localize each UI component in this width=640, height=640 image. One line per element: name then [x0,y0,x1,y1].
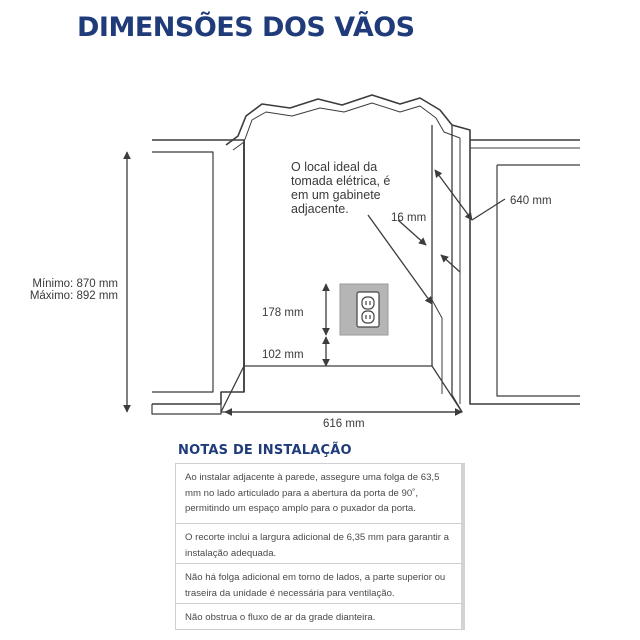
note-item: Não obstrua o fluxo de ar da grade dianteira. [175,604,465,630]
left-cabinet-toe [152,404,221,414]
outlet-note-line-2: tomada elétrica, é [291,174,391,188]
height-min-label: Mínimo: 870 mm [32,278,118,290]
depth-label: 640 mm [510,195,552,207]
left-cabinet-door [152,152,213,392]
width-label: 616 mm [323,418,365,430]
left-cabinet [152,140,244,404]
cutout-floor [221,366,462,412]
right-cabinet [470,140,580,404]
notes-list [175,463,465,630]
installation-notes [175,443,465,630]
outlet-height-label: 178 mm [262,307,304,319]
outlet-note-line-1: O local ideal da [291,160,378,174]
side-gap-label: 16 mm [391,212,427,224]
outlet-floor-label: 102 mm [262,349,304,361]
note-item: Não há folga adicional em torno de lados, a parte superior ou traseira da unidade é necessária para ventilação. [175,564,465,604]
notes-title: NOTAS DE INSTALAÇÃO [178,443,352,458]
note-item: O recorte inclui a largura adicional de 6,35 mm para garantir a instalação adequada. [175,524,465,564]
page-title: DIMENSÕES DOS VÃOS [77,12,415,43]
electrical-outlet-icon [340,284,388,335]
right-cabinet-top [470,140,580,148]
depth-dimension-line [435,170,472,220]
outlet-note-line-4: adjacente. [291,202,349,216]
countertop-break [226,95,470,145]
outlet-note-line-3: em um gabinete [291,188,381,202]
height-max-label: Máximo: 892 mm [29,290,118,302]
note-item: Ao instalar adjacente à parede, assegure uma folga de 63,5 mm no lado articulado para a abertura da porta de 90˚, permitindo um espaço amplo para o puxador da porta. [175,464,465,524]
